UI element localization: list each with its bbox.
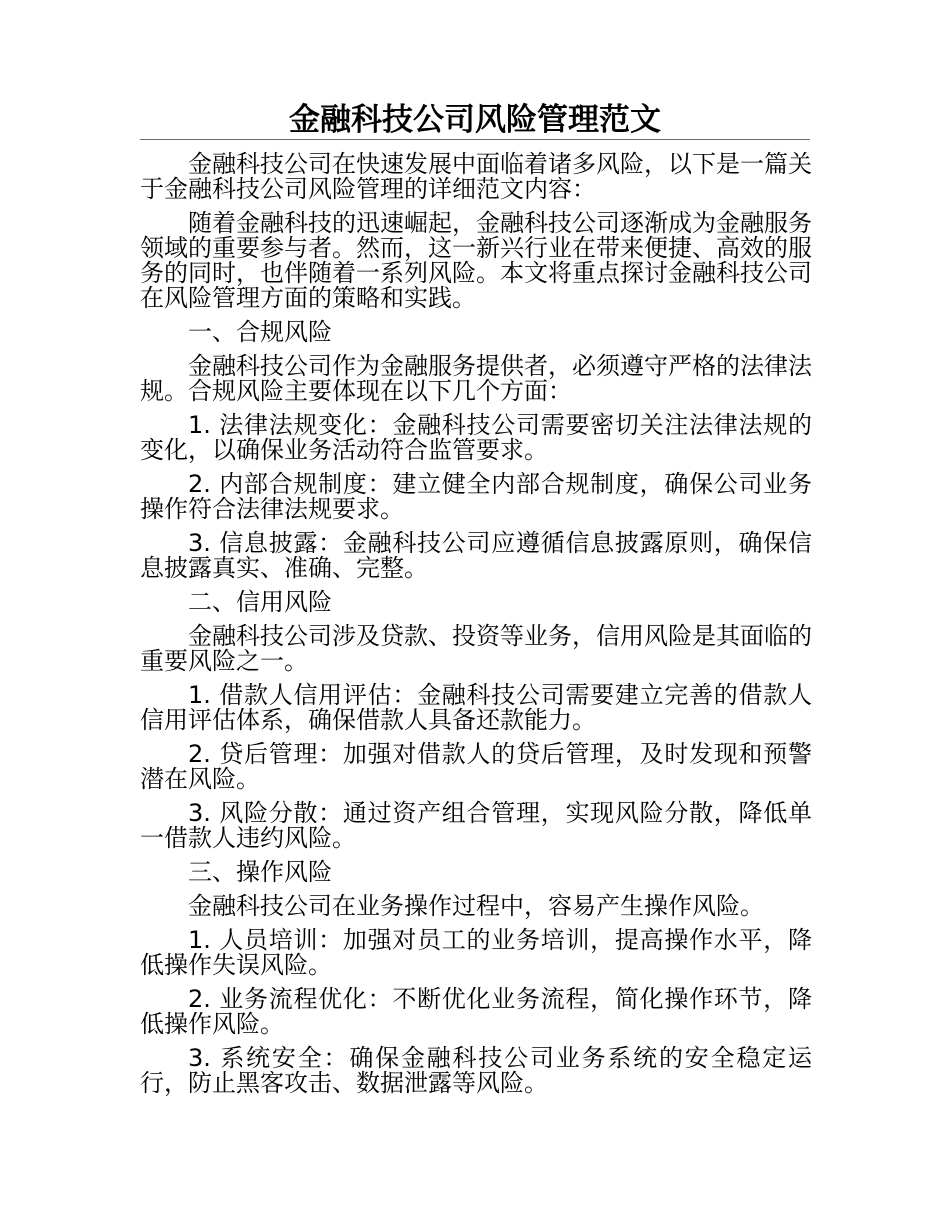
- operational-paragraph: 金融科技公司在业务操作过程中，容易产生操作风险。: [188, 892, 764, 920]
- intro-paragraph: 金融科技公司在快速发展中面临着诸多风险，以下是一篇关于金融科技公司风险管理的详细范文内容：: [140, 150, 812, 203]
- compliance-item-3: 3. 信息披露：金融科技公司应遵循信息披露原则，确保信息披露真实、准确、完整。: [140, 529, 812, 582]
- compliance-item-2: 2. 内部合规制度：建立健全内部合规制度，确保公司业务操作符合法律法规要求。: [140, 470, 812, 523]
- section-heading-compliance: 一、合规风险: [188, 318, 332, 346]
- compliance-item-1: 1. 法律法规变化：金融科技公司需要密切关注法律法规的变化，以确保业务活动符合监管要求。: [140, 411, 812, 464]
- page-title: 金融科技公司风险管理范文: [289, 102, 661, 138]
- operational-item-1: 1. 人员培训：加强对员工的业务培训，提高操作水平，降低操作失误风险。: [140, 926, 812, 979]
- operational-item-3: 3. 系统安全：确保金融科技公司业务系统的安全稳定运行，防止黑客攻击、数据泄露等风险。: [140, 1044, 812, 1097]
- document-body: [140, 152, 812, 1105]
- section-heading-credit: 二、信用风险: [188, 588, 332, 616]
- background-paragraph: 随着金融科技的迅速崛起，金融科技公司逐渐成为金融服务领域的重要参与者。然而，这一新兴行业在带来便捷、高效的服务的同时，也伴随着一系列风险。本文将重点探讨金融科技公司在风险管理方面的策略和实践。: [140, 209, 812, 312]
- compliance-paragraph: 金融科技公司作为金融服务提供者，必须遵守严格的法律法规。合规风险主要体现在以下几个方面：: [140, 352, 812, 405]
- credit-item-2: 2. 贷后管理：加强对借款人的贷后管理，及时发现和预警潜在风险。: [140, 740, 812, 793]
- section-heading-operational: 三、操作风险: [188, 858, 332, 886]
- operational-item-2: 2. 业务流程优化：不断优化业务流程，简化操作环节，降低操作风险。: [140, 985, 812, 1038]
- credit-item-1: 1. 借款人信用评估：金融科技公司需要建立完善的借款人信用评估体系，确保借款人具备还款能力。: [140, 681, 812, 734]
- credit-paragraph: 金融科技公司涉及贷款、投资等业务，信用风险是其面临的重要风险之一。: [140, 622, 812, 675]
- title-underline: [140, 139, 810, 140]
- credit-item-3: 3. 风险分散：通过资产组合管理，实现风险分散，降低单一借款人违约风险。: [140, 799, 812, 852]
